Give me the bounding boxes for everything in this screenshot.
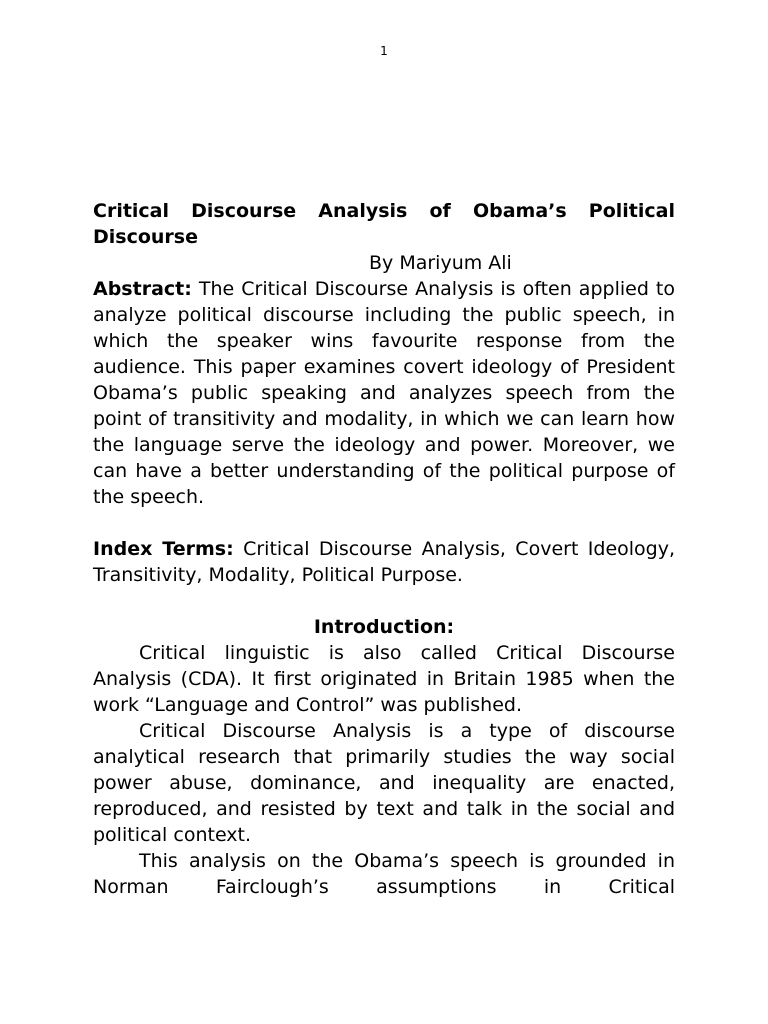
author-line: By Mariyum Ali (369, 252, 512, 274)
abstract-text: The Critical Discourse Analysis is often applied to analyze political discourse including the public speech, in which the speaker wins favourite response from the audience. This paper examines covert ideology of President Obama’s public speaking and analyzes speech from the point of transitivity and modality, in which we can learn how the language serve the ideology and power. Moreover, we can have a better understanding of the political purpose of the speech. (93, 278, 675, 508)
abstract-paragraph (93, 276, 675, 510)
document-title: Critical Discourse Analysis of Obama’s Political Discourse (93, 200, 675, 248)
intro-paragraph-1: Critical linguistic is also called Critical Discourse Analysis (CDA). It first originated in Britain 1985 when the work “Language and Control” was published. (93, 642, 675, 716)
intro-paragraph-3: This analysis on the Obama’s speech is grounded in Norman Fairclough’s assumptions in Critical (93, 850, 675, 898)
introduction-heading: Introduction: (313, 616, 455, 638)
abstract-label: Abstract: (93, 278, 192, 300)
document-body (93, 198, 675, 900)
intro-paragraph-2: Critical Discourse Analysis is a type of discourse analytical research that primarily studies the way social power abuse, dominance, and inequality are enacted, reproduced, and resisted by text and talk in the social and political context. (93, 720, 675, 846)
spacer (93, 510, 675, 536)
spacer (93, 588, 675, 614)
index-terms-label: Index Terms: (93, 538, 234, 560)
index-terms-text: Critical Discourse Analysis, Covert Ideology, Transitivity, Modality, Political Purpose. (93, 538, 676, 586)
page-number: 1 (380, 44, 388, 58)
index-terms-paragraph (93, 536, 675, 588)
